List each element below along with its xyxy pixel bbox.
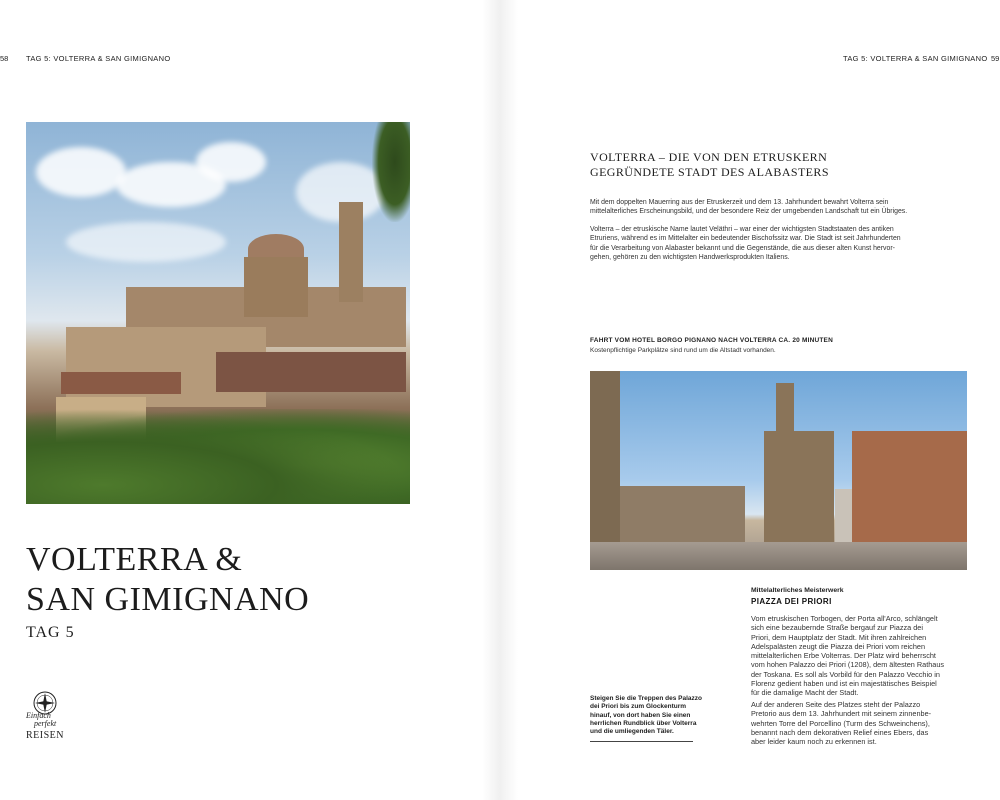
photo-caption: [590, 695, 714, 736]
chapter-title-line1: VOLTERRA &: [26, 541, 243, 578]
intro-line: Mit dem doppelten Mauerring aus der Etruskerzeit und dem 13. Jahrhundert bewahrt Volterra sein: [590, 199, 889, 206]
caption-line: hinauf, von dort haben Sie einen: [590, 711, 691, 719]
side-line: der Toskana. Es soll als Vorbild für den Palazzo Vecchio in: [751, 669, 940, 679]
intro-line: mittelalterliches Erscheinungsbild, und der besondere Reiz der umgebenden Landschaft tut ein Übriges.: [590, 208, 908, 216]
caption-line: dei Priori bis zum Glockenturm: [590, 703, 687, 711]
book-gutter: [482, 0, 518, 800]
chapter-title: [26, 540, 386, 620]
side-line: mittelalterlichen Erbe Volterras. Der Platz wird beherrscht: [751, 651, 936, 661]
side-line: wehrten Torre del Porcellino (Turm des Schweinchens),: [751, 718, 930, 728]
side-line: Florenz gedient haben und ist ein majestätisches Beispiel: [751, 679, 937, 689]
side-line: aber leider kaum noch zu erkennen ist.: [751, 737, 877, 747]
pine-tree-icon: [372, 122, 410, 222]
side-line: sich eine bezaubernde Straße bergauf zur Piazza dei: [751, 623, 923, 633]
side-line: vom hohen Palazzo dei Priori (1208), dem ältesten Rathaus: [751, 660, 945, 670]
side-line: Adelspalästen zeugt die Piazza dei Priori vom reichen: [751, 641, 926, 651]
side-line: Priori, dem Hauptplatz der Stadt. Mit ihren zahlreichen: [751, 632, 927, 642]
side-line: Auf der anderen Seite des Platzes steht der Palazzo: [751, 700, 921, 709]
parking-note: Kostenpflichtige Parkplätze sind rund um die Altstadt vorhanden.: [590, 347, 776, 354]
article-heading-line1: VOLTERRA – DIE VON DEN ETRUSKERN: [590, 150, 828, 164]
right-running-head: TAG 5: VOLTERRA & SAN GIMIGNANO: [843, 54, 988, 63]
volterra-panorama-photo: [26, 122, 410, 504]
drive-info-label: FAHRT VOM HOTEL BORGO PIGNANO NACH VOLTERRA CA. 20 MINUTEN: [590, 337, 833, 344]
caption-line: und die umliegenden Täler.: [590, 728, 674, 736]
chapter-title-line2: SAN GIMIGNANO: [26, 581, 310, 618]
body-line: gehen, gehören zu den wichtigsten Handwerksprodukten Italiens.: [590, 253, 790, 261]
brand-logo: [26, 690, 66, 746]
side-paragraph-2: [751, 700, 971, 746]
body-line: Volterra – der etruskische Name lautet Veläthri – war einer der wichtigsten Stadtstaaten des antiken: [590, 226, 894, 233]
side-line: Pretorio aus dem 13. Jahrhundert mit seinem zinnenbe-: [751, 709, 932, 719]
day-label: TAG 5: [26, 624, 75, 641]
side-line: Vom etruskischen Torbogen, der Porta all'Arco, schlängelt: [751, 614, 938, 623]
caption-line: herrlichen Rundblick über Volterra: [590, 719, 697, 727]
caption-rule: [590, 741, 693, 742]
trees-foreground: [26, 409, 410, 504]
left-running-head: TAG 5: VOLTERRA & SAN GIMIGNANO: [26, 54, 171, 63]
body-line: Etruriens, während es im Mittelalter ein bedeutender Bischofssitz war. Die Stadt ist seit Jahrhunderten: [590, 235, 901, 243]
logo-script-line1: Einfach: [26, 711, 51, 720]
caption-line: Steigen Sie die Treppen des Palazzo: [590, 695, 702, 702]
logo-script-line2: perfekt: [34, 719, 57, 728]
side-line: für die damalige Macht der Stadt.: [751, 688, 859, 698]
intro-paragraph: [590, 198, 970, 217]
side-paragraph-1: [751, 614, 971, 698]
side-line: benannt nach dem dekorativen Relief eines Ebers, das: [751, 727, 929, 737]
logo-word: REISEN: [26, 730, 64, 741]
piazza-pavement: [590, 542, 967, 570]
logo-script-text: [26, 712, 56, 728]
right-page-number: 59: [991, 54, 1000, 63]
article-heading-line2: GEGRÜNDETE STADT DES ALABASTERS: [590, 165, 829, 179]
side-kicker: Mittelalterliches Meisterwerk: [751, 587, 844, 594]
body-paragraph: [590, 225, 970, 262]
body-line: für die Verarbeitung von Alabaster bekannt und die Gegenstände, die aus dieser alten Kunst hervor-: [590, 244, 895, 252]
left-page-number: 58: [0, 54, 9, 63]
article-heading: [590, 150, 890, 180]
side-title: PIAZZA DEI PRIORI: [751, 597, 832, 606]
piazza-dei-priori-photo: [590, 371, 967, 570]
